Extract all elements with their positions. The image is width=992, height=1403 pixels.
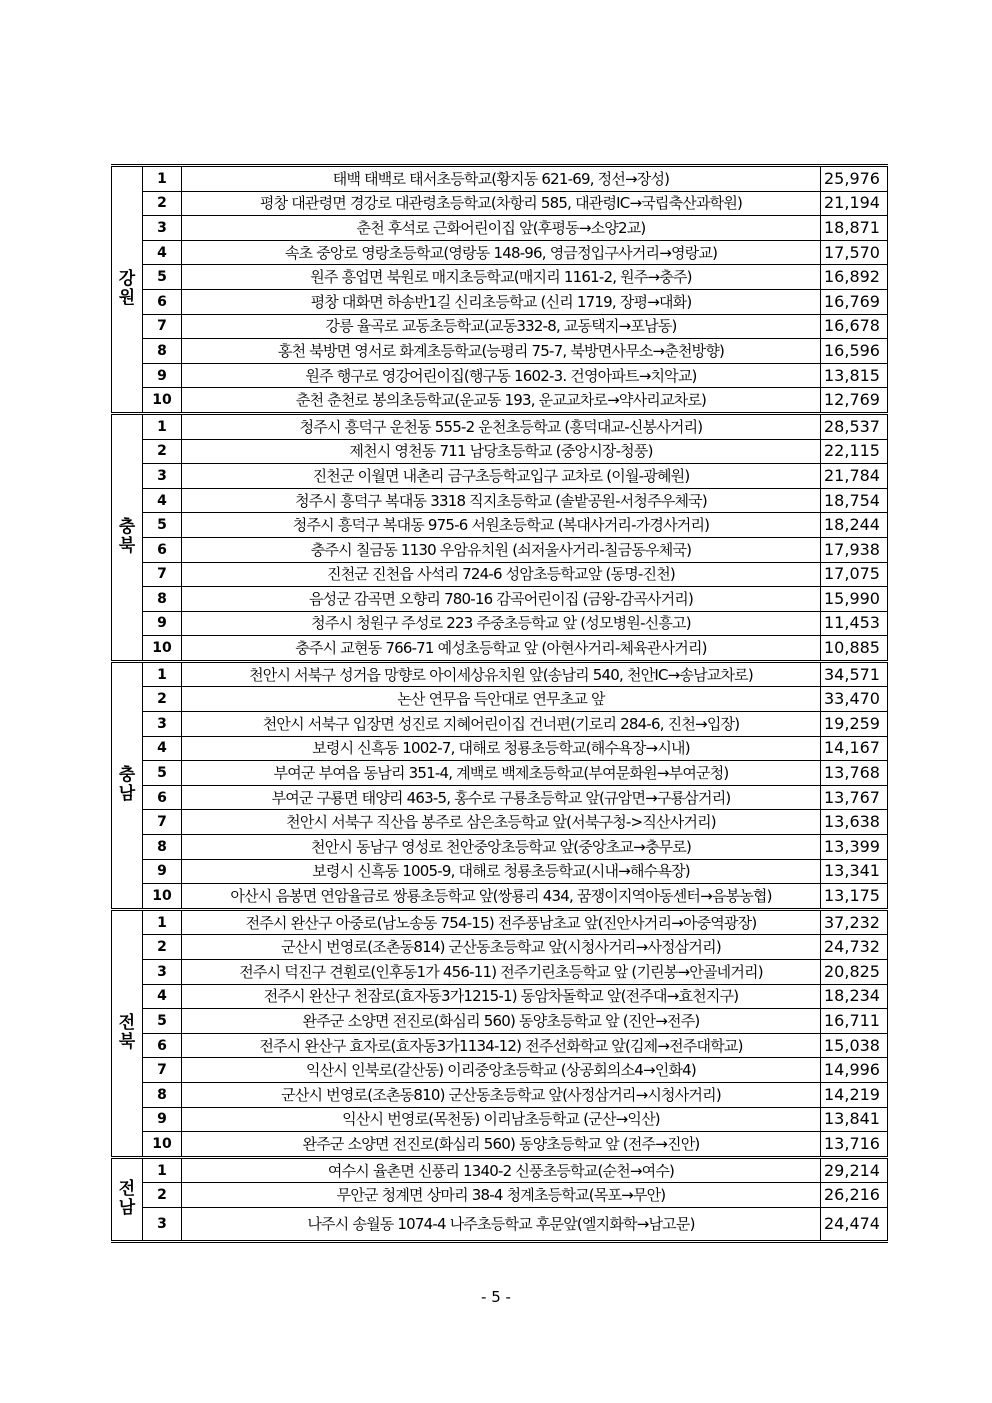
volume-cell: 14,219 — [821, 1082, 888, 1107]
table-row — [112, 859, 888, 884]
table-row — [112, 909, 888, 935]
rank-cell: 7 — [143, 810, 182, 835]
volume-cell: 16,596 — [821, 339, 888, 364]
volume-cell: 18,871 — [821, 216, 888, 241]
rank-cell: 1 — [143, 166, 182, 192]
location-cell: 진천군 이월면 내촌리 금구초등학교입구 교차로 (이월-광혜원) — [182, 464, 821, 489]
rank-cell: 6 — [143, 1033, 182, 1058]
page-number: - 5 - — [481, 1288, 511, 1306]
location-cell: 아산시 음봉면 연암율금로 쌍룡초등학교 앞(쌍룡리 434, 꿈쟁이지역아동센터→음봉농협) — [182, 884, 821, 910]
location-cell: 춘천 후석로 근화어린이집 앞(후평동→소양2교) — [182, 216, 821, 241]
location-cell: 나주시 송월동 1074-4 나주초등학교 후문앞(엘지화학→남고문) — [182, 1207, 821, 1241]
volume-cell: 11,453 — [821, 611, 888, 636]
volume-cell: 20,825 — [821, 960, 888, 985]
location-cell: 무안군 청계면 상마리 38-4 청계초등학교(목포→무안) — [182, 1183, 821, 1208]
volume-cell: 13,716 — [821, 1132, 888, 1158]
table-row — [112, 216, 888, 241]
volume-cell: 17,570 — [821, 240, 888, 265]
location-cell: 청주시 청원구 주성로 223 주중초등학교 앞 (성모병원-신흥고) — [182, 611, 821, 636]
table-row — [112, 363, 888, 388]
table-row — [112, 712, 888, 737]
volume-cell: 26,216 — [821, 1183, 888, 1208]
volume-cell: 15,038 — [821, 1033, 888, 1058]
rank-cell: 7 — [143, 314, 182, 339]
location-cell: 속초 중앙로 영랑초등학교(영랑동 148-96, 영금정입구사거리→영랑교) — [182, 240, 821, 265]
table-row — [112, 388, 888, 414]
volume-cell: 13,815 — [821, 363, 888, 388]
volume-cell: 15,990 — [821, 587, 888, 612]
traffic-table — [111, 164, 888, 1243]
volume-cell: 16,711 — [821, 1009, 888, 1034]
rank-cell: 2 — [143, 439, 182, 464]
table-row — [112, 984, 888, 1009]
table-row — [112, 835, 888, 860]
rank-cell: 7 — [143, 1058, 182, 1083]
location-cell: 부여군 구룡면 태양리 463-5, 홍수로 구룡초등학교 앞(규암면→구룡삼거리) — [182, 785, 821, 810]
rank-cell: 1 — [143, 661, 182, 687]
volume-cell: 25,976 — [821, 166, 888, 192]
location-cell: 완주군 소양면 전진로(화심리 560) 동양초등학교 앞 (진안→전주) — [182, 1009, 821, 1034]
location-cell: 청주시 흥덕구 복대동 3318 직지초등학교 (솔밭공원-서청주우체국) — [182, 488, 821, 513]
volume-cell: 24,732 — [821, 935, 888, 960]
rank-cell: 8 — [143, 587, 182, 612]
rank-cell: 6 — [143, 289, 182, 314]
volume-cell: 33,470 — [821, 687, 888, 712]
rank-cell: 3 — [143, 1207, 182, 1241]
volume-cell: 24,474 — [821, 1207, 888, 1241]
rank-cell: 9 — [143, 363, 182, 388]
table-row — [112, 537, 888, 562]
volume-cell: 13,341 — [821, 859, 888, 884]
location-cell: 전주시 완산구 천잠로(효자동3가1215-1) 동암차돌학교 앞(전주대→효천지구) — [182, 984, 821, 1009]
table-row — [112, 661, 888, 687]
rank-cell: 8 — [143, 1082, 182, 1107]
volume-cell: 28,537 — [821, 413, 888, 439]
table-row — [112, 1132, 888, 1158]
location-cell: 충주시 교현동 766-71 예성초등학교 앞 (아현사거리-체육관사거리) — [182, 636, 821, 662]
rank-cell: 9 — [143, 1107, 182, 1132]
table-row — [112, 289, 888, 314]
table-row — [112, 562, 888, 587]
rank-cell: 5 — [143, 265, 182, 290]
location-cell: 원주 행구로 영강어린이집(행구동 1602-3. 건영아파트→치악교) — [182, 363, 821, 388]
volume-cell: 13,768 — [821, 761, 888, 786]
region-cell: 전북 — [112, 909, 143, 1157]
volume-cell: 34,571 — [821, 661, 888, 687]
table-row — [112, 240, 888, 265]
volume-cell: 18,754 — [821, 488, 888, 513]
volume-cell: 14,167 — [821, 736, 888, 761]
volume-cell: 22,115 — [821, 439, 888, 464]
table-row — [112, 587, 888, 612]
region-cell: 전남 — [112, 1157, 143, 1241]
table-row — [112, 687, 888, 712]
table-row — [112, 884, 888, 910]
location-cell: 천안시 동남구 영성로 천안중앙초등학교 앞(중앙초교→충무로) — [182, 835, 821, 860]
table-row — [112, 464, 888, 489]
volume-cell: 29,214 — [821, 1157, 888, 1183]
table-row — [112, 636, 888, 662]
volume-cell: 19,259 — [821, 712, 888, 737]
rank-cell: 9 — [143, 859, 182, 884]
table-row — [112, 1058, 888, 1083]
location-cell: 충주시 칠금동 1130 우암유치원 (쇠저울사거리-칠금동우체국) — [182, 537, 821, 562]
region-cell: 충북 — [112, 413, 143, 661]
table-row — [112, 1082, 888, 1107]
location-cell: 여수시 율촌면 신풍리 1340-2 신풍초등학교(순천→여수) — [182, 1157, 821, 1183]
location-cell: 홍천 북방면 영서로 화계초등학교(능평리 75-7, 북방면사무소→춘천방향) — [182, 339, 821, 364]
rank-cell: 2 — [143, 687, 182, 712]
volume-cell: 13,841 — [821, 1107, 888, 1132]
location-cell: 평창 대화면 하송반1길 신리초등학교 (신리 1719, 장평→대화) — [182, 289, 821, 314]
volume-cell: 13,175 — [821, 884, 888, 910]
table-row — [112, 810, 888, 835]
table-row — [112, 1033, 888, 1058]
region-cell: 충남 — [112, 661, 143, 909]
rank-cell: 2 — [143, 935, 182, 960]
volume-cell: 13,638 — [821, 810, 888, 835]
rank-cell: 2 — [143, 1183, 182, 1208]
location-cell: 태백 태백로 태서초등학교(황지동 621-69, 정선→장성) — [182, 166, 821, 192]
volume-cell: 13,767 — [821, 785, 888, 810]
location-cell: 강릉 율곡로 교동초등학교(교동332-8, 교동택지→포남동) — [182, 314, 821, 339]
volume-cell: 16,678 — [821, 314, 888, 339]
rank-cell: 6 — [143, 785, 182, 810]
volume-cell: 16,892 — [821, 265, 888, 290]
location-cell: 보령시 신흑동 1002-7, 대해로 청룡초등학교(해수욕장→시내) — [182, 736, 821, 761]
location-cell: 청주시 흥덕구 운천동 555-2 운천초등학교 (흥덕대교-신봉사거리) — [182, 413, 821, 439]
table-row — [112, 736, 888, 761]
rank-cell: 4 — [143, 736, 182, 761]
location-cell: 원주 흥업면 북원로 매지초등학교(매지리 1161-2, 원주→충주) — [182, 265, 821, 290]
table-row — [112, 1157, 888, 1183]
location-cell: 익산시 번영로(목천동) 이리남초등학교 (군산→익산) — [182, 1107, 821, 1132]
rank-cell: 1 — [143, 909, 182, 935]
volume-cell: 17,938 — [821, 537, 888, 562]
location-cell: 부여군 부여읍 동남리 351-4, 계백로 백제초등학교(부여문화원→부여군청) — [182, 761, 821, 786]
table-row — [112, 265, 888, 290]
volume-cell: 18,244 — [821, 513, 888, 538]
volume-cell: 21,194 — [821, 191, 888, 216]
rank-cell: 8 — [143, 339, 182, 364]
location-cell: 전주시 완산구 효자로(효자동3가1134-12) 전주선화학교 앞(김제→전주대학교) — [182, 1033, 821, 1058]
table-row — [112, 413, 888, 439]
table-row — [112, 439, 888, 464]
location-cell: 천안시 서북구 직산읍 봉주로 삼은초등학교 앞(서북구청->직산사거리) — [182, 810, 821, 835]
rank-cell: 5 — [143, 761, 182, 786]
location-cell: 익산시 인북로(갈산동) 이리중앙초등학교 (상공회의소4→인화4) — [182, 1058, 821, 1083]
table-row — [112, 1107, 888, 1132]
location-cell: 완주군 소양면 전진로(화심리 560) 동양초등학교 앞 (전주→진안) — [182, 1132, 821, 1158]
rank-cell: 5 — [143, 1009, 182, 1034]
rank-cell: 10 — [143, 884, 182, 910]
volume-cell: 21,784 — [821, 464, 888, 489]
table-row — [112, 1183, 888, 1208]
rank-cell: 10 — [143, 1132, 182, 1158]
rank-cell: 3 — [143, 464, 182, 489]
volume-cell: 12,769 — [821, 388, 888, 414]
location-cell: 군산시 번영로(조촌동814) 군산동초등학교 앞(시청사거리→사정삼거리) — [182, 935, 821, 960]
rank-cell: 3 — [143, 960, 182, 985]
rank-cell: 4 — [143, 984, 182, 1009]
rank-cell: 1 — [143, 1157, 182, 1183]
volume-cell: 10,885 — [821, 636, 888, 662]
rank-cell: 3 — [143, 712, 182, 737]
table-row — [112, 513, 888, 538]
rank-cell: 1 — [143, 413, 182, 439]
table-row — [112, 785, 888, 810]
location-cell: 천안시 서북구 성거읍 망향로 아이세상유치원 앞(송남리 540, 천안IC→송남교차로) — [182, 661, 821, 687]
table-row — [112, 611, 888, 636]
rank-cell: 4 — [143, 488, 182, 513]
rank-cell: 5 — [143, 513, 182, 538]
location-cell: 보령시 신흑동 1005-9, 대해로 청룡초등학교(시내→해수욕장) — [182, 859, 821, 884]
location-cell: 제천시 영천동 711 남당초등학교 (중앙시장-청풍) — [182, 439, 821, 464]
table-row — [112, 339, 888, 364]
table-row — [112, 1207, 888, 1241]
table-row — [112, 488, 888, 513]
volume-cell: 14,996 — [821, 1058, 888, 1083]
rank-cell: 2 — [143, 191, 182, 216]
rank-cell: 8 — [143, 835, 182, 860]
rank-cell: 6 — [143, 537, 182, 562]
location-cell: 전주시 완산구 아중로(남노송동 754-15) 전주풍남초교 앞(진안사거리→아중역광장) — [182, 909, 821, 935]
location-cell: 전주시 덕진구 견훤로(인후동1가 456-11) 전주기린초등학교 앞 (기린봉→안골네거리) — [182, 960, 821, 985]
region-cell: 강원 — [112, 166, 143, 414]
location-cell: 천안시 서북구 입장면 성진로 지혜어린이집 건너편(기로리 284-6, 진천→입장) — [182, 712, 821, 737]
table-row — [112, 960, 888, 985]
table-row — [112, 314, 888, 339]
table-row — [112, 935, 888, 960]
volume-cell: 18,234 — [821, 984, 888, 1009]
rank-cell: 10 — [143, 636, 182, 662]
rank-cell: 4 — [143, 240, 182, 265]
rank-cell: 7 — [143, 562, 182, 587]
volume-cell: 16,769 — [821, 289, 888, 314]
location-cell: 논산 연무읍 득안대로 연무초교 앞 — [182, 687, 821, 712]
rank-cell: 10 — [143, 388, 182, 414]
rank-cell: 3 — [143, 216, 182, 241]
volume-cell: 17,075 — [821, 562, 888, 587]
location-cell: 평창 대관령면 경강로 대관령초등학교(차항리 585, 대관령IC→국립축산과학원) — [182, 191, 821, 216]
table-row — [112, 761, 888, 786]
location-cell: 진천군 진천읍 사석리 724-6 성암초등학교앞 (동명-진천) — [182, 562, 821, 587]
table-row — [112, 191, 888, 216]
table-row — [112, 1009, 888, 1034]
table-row — [112, 166, 888, 192]
location-cell: 음성군 감곡면 오향리 780-16 감곡어린이집 (금왕-감곡사거리) — [182, 587, 821, 612]
location-cell: 청주시 흥덕구 복대동 975-6 서원초등학교 (복대사거리-가경사거리) — [182, 513, 821, 538]
location-cell: 춘천 춘천로 봉의초등학교(운교동 193, 운교교차로→약사리교차로) — [182, 388, 821, 414]
location-cell: 군산시 번영로(조촌동810) 군산동초등학교 앞(사정삼거리→시청사거리) — [182, 1082, 821, 1107]
volume-cell: 37,232 — [821, 909, 888, 935]
volume-cell: 13,399 — [821, 835, 888, 860]
rank-cell: 9 — [143, 611, 182, 636]
